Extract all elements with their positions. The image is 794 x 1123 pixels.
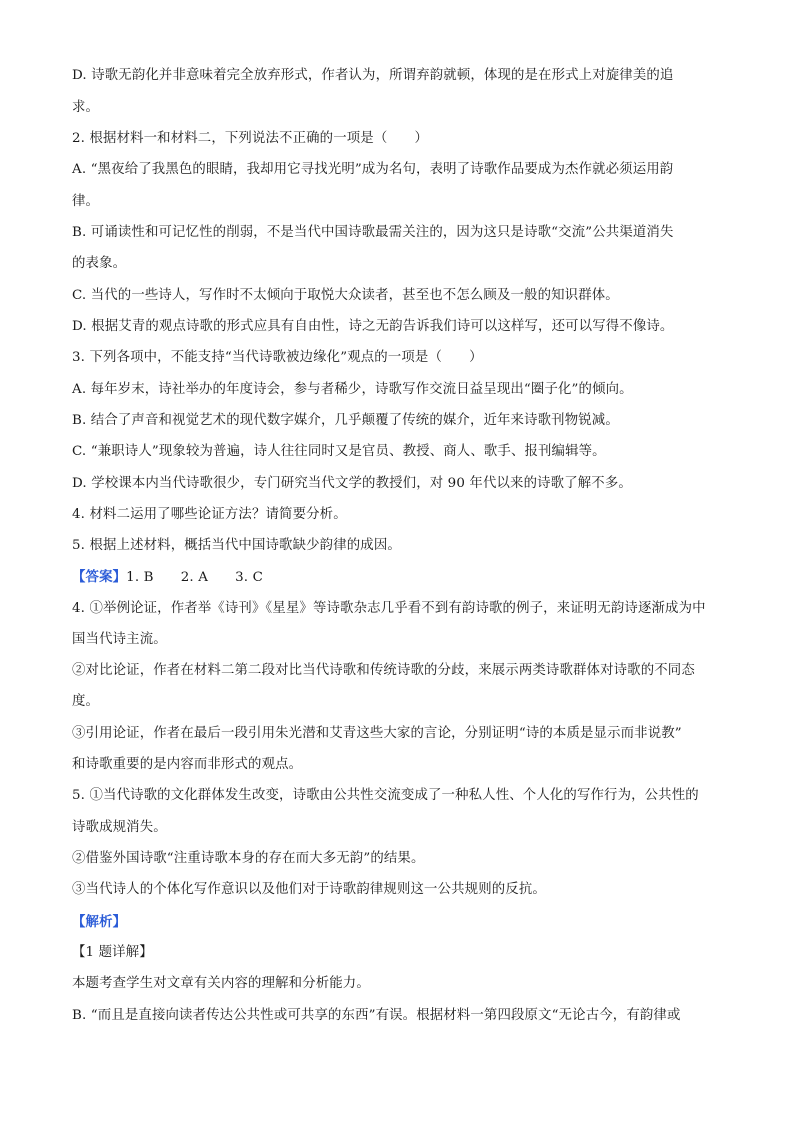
option-line: D. 学校课本内当代诗歌很少，专门研究当代文学的教授们，对 90 年代以来的诗歌了解不多。 <box>72 476 632 491</box>
option-line: D. 诗歌无韵化并非意味着完全放弃形式，作者认为，所谓弃韵就顿，体现的是在形式上对旋律美的追 <box>72 68 674 83</box>
answer-text: ③当代诗人的个体化写作意识以及他们对于诗歌韵律规则这一公共规则的反抗。 <box>72 882 546 897</box>
answer-text: ③引用论证，作者在最后一段引用朱光潜和艾青这些大家的言论，分别证明“诗的本质是显示而非说教” <box>72 726 682 741</box>
answer-values: 1. B 2. A 3. C <box>126 570 263 585</box>
answer-text: 4. ①举例论证，作者举《诗刊》《星星》等诗歌杂志几乎看不到有韵诗歌的例子，来证明无韵诗逐渐成为中 <box>72 601 706 616</box>
option-line: C. “兼职诗人”现象较为普遍，诗人往往同时又是官员、教授、商人、歌手、报刊编辑等。 <box>72 444 606 459</box>
question-3: 3. 下列各项中，不能支持“当代诗歌被边缘化”观点的一项是（ ） <box>72 350 483 365</box>
option-line-cont: 律。 <box>72 194 100 209</box>
option-line-cont: 的表象。 <box>72 256 127 271</box>
question-4: 4. 材料二运用了哪些论证方法？请简要分析。 <box>72 507 347 522</box>
answer-text: ②对比论证，作者在材料二第二段对比当代诗歌和传统诗歌的分歧，来展示两类诗歌群体对诗歌的不同态 <box>72 663 695 678</box>
option-line: C. 当代的一些诗人，写作时不太倾向于取悦大众读者，甚至也不怎么顾及一般的知识群体。 <box>72 288 619 303</box>
option-line: A. “黑夜给了我黑色的眼睛，我却用它寻找光明”成为名句，表明了诗歌作品要成为杰作就必须运用韵 <box>72 162 674 177</box>
answer-text: 和诗歌重要的是内容而非形式的观点。 <box>72 757 303 772</box>
answer-tag: 【答案】 <box>72 569 127 585</box>
analysis-tag: 【解析】 <box>72 914 127 930</box>
answer-text: 5. ①当代诗歌的文化群体发生改变，诗歌由公共性交流变成了一种私人性、个人化的写作行为，公共性的 <box>72 788 699 803</box>
detail-heading: 【1 题详解】 <box>72 945 153 960</box>
answer-text: ②借鉴外国诗歌“注重诗歌本身的存在而大多无韵”的结果。 <box>72 851 425 866</box>
detail-text: B. “而且是直接向读者传达公共性或可共享的东西”有误。根据材料一第四段原文“无论古今，有韵律或 <box>72 1008 681 1023</box>
option-line: D. 根据艾青的观点诗歌的形式应具有自由性，诗之无韵告诉我们诗可以这样写，还可以写得不像诗。 <box>72 319 674 334</box>
option-line: B. 可诵读性和可记忆性的削弱，不是当代中国诗歌最需关注的，因为这只是诗歌“交流”公共渠道消失 <box>72 225 674 240</box>
answer-text: 诗歌成规消失。 <box>72 820 167 835</box>
answer-line <box>72 567 724 588</box>
question-5: 5. 根据上述材料，概括当代中国诗歌缺少韵律的成因。 <box>72 538 401 553</box>
answer-text: 国当代诗主流。 <box>72 632 167 647</box>
option-line: A. 每年岁末，诗社举办的年度诗会，参与者稀少，诗歌写作交流日益呈现出“圈子化”的倾向。 <box>72 382 633 397</box>
option-line: B. 结合了声音和视觉艺术的现代数字媒介，几乎颠覆了传统的媒介，近年来诗歌刊物锐减。 <box>72 413 619 428</box>
option-line-cont: 求。 <box>72 100 100 115</box>
question-2: 2. 根据材料一和材料二，下列说法不正确的一项是（ ） <box>72 131 428 146</box>
detail-text: 本题考查学生对文章有关内容的理解和分析能力。 <box>72 976 370 991</box>
answer-text: 度。 <box>72 694 100 709</box>
